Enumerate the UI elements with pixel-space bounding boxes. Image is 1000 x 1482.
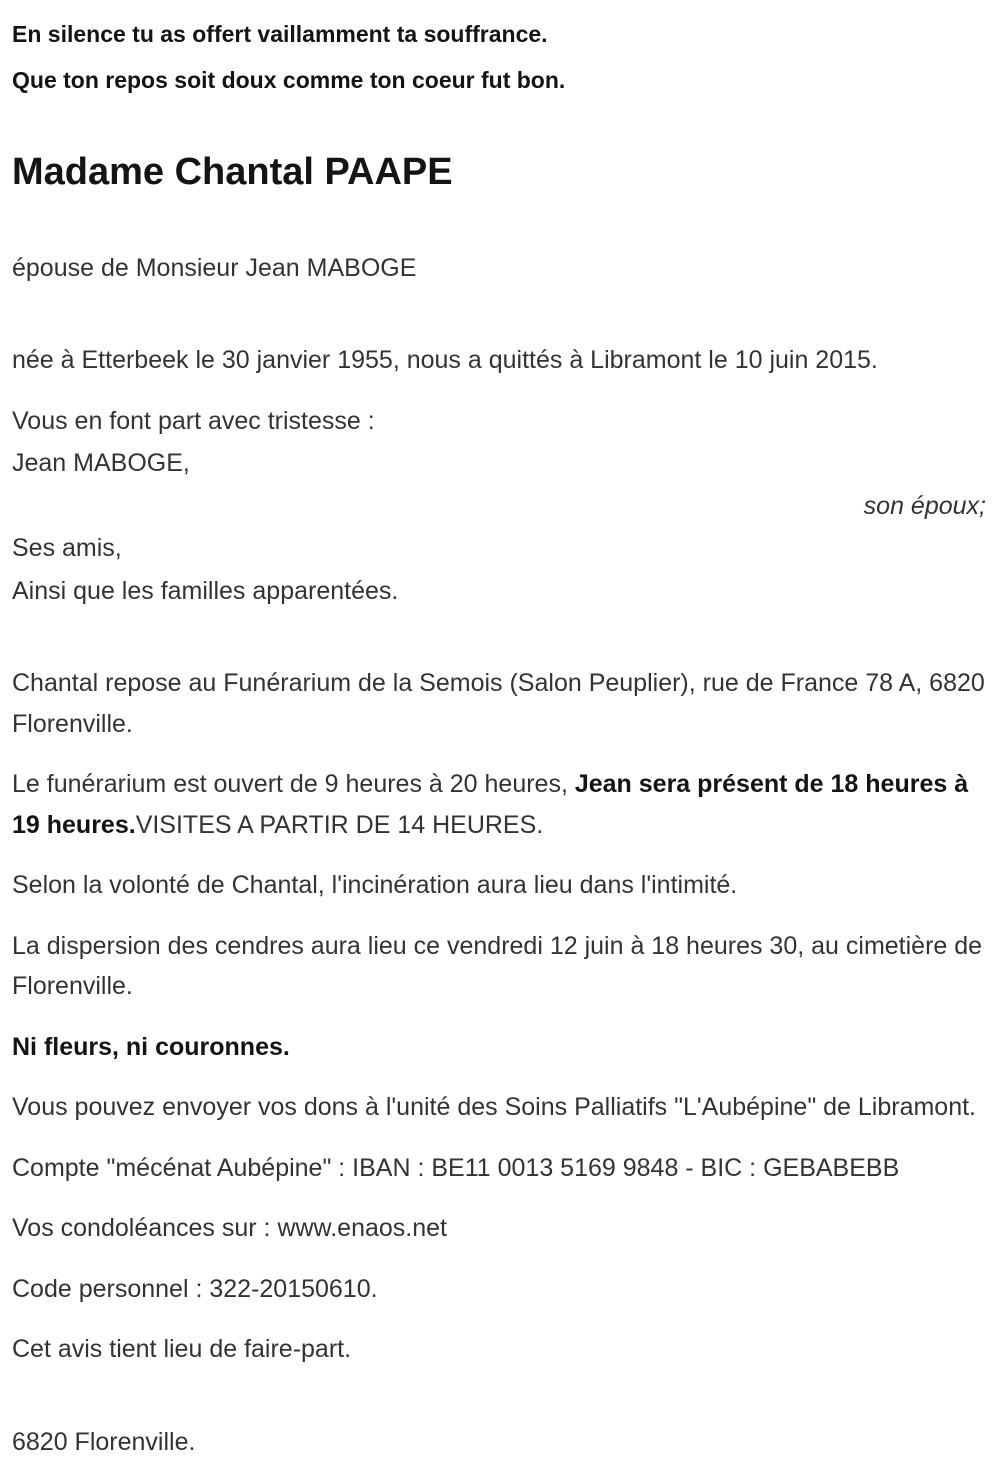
cremation-line: Selon la volonté de Chantal, l'incinération aura lieu dans l'intimité. [12,871,738,900]
mourner-spouse-relation: son époux; [863,491,986,520]
birth-death-line: née à Etterbeek le 30 janvier 1955, nous a quittés à Libramont le 10 juin 2015. [12,346,878,375]
announcement-intro: Vous en font part avec tristesse : [12,406,375,435]
notice-line: Cet avis tient lieu de faire-part. [12,1335,352,1364]
mourner-friends: Ses amis, [12,534,122,563]
visiting-text-normal-1: Le funérarium est ouvert de 9 heures à 20 heures, [12,770,575,799]
epitaph-line-2: Que ton repos soit doux comme ton coeur fut bon. [12,67,566,94]
deceased-name: Madame Chantal PAAPE [12,151,453,194]
repose-line: Chantal repose au Funérarium de la Semois (Salon Peuplier), rue de France 78 A, 6820 Florenville. [12,669,985,738]
condolences-line: Vos condoléances sur : www.enaos.net [12,1214,447,1243]
account-line: Compte "mécénat Aubépine" : IBAN : BE11 0013 5169 9848 - BIC : GEBABEBB [12,1153,900,1182]
mourner-families: Ainsi que les familles apparentées. [12,576,399,605]
spouse-line: épouse de Monsieur Jean MABOGE [12,253,417,282]
donations-line: Vous pouvez envoyer vos dons à l'unité des Soins Palliatifs "L'Aubépine" de Libramont. [12,1093,977,1122]
mourner-spouse: Jean MABOGE, [12,449,190,478]
visiting-text-bold: Jean sera présent de 18 heures à 19 heures. [12,770,969,839]
visiting-text-normal-2: VISITES A PARTIR DE 14 HEURES. [135,810,544,839]
no-flowers-line: Ni fleurs, ni couronnes. [12,1032,290,1061]
visiting-line [12,764,988,845]
city-line: 6820 Florenville. [12,1427,196,1456]
ashes-line: La dispersion des cendres aura lieu ce vendredi 12 juin à 18 heures 30, au cimetière de Florenville. [12,931,983,1001]
personal-code-line: Code personnel : 322-20150610. [12,1274,378,1303]
epitaph-line-1: En silence tu as offert vaillamment ta souffrance. [12,21,548,47]
